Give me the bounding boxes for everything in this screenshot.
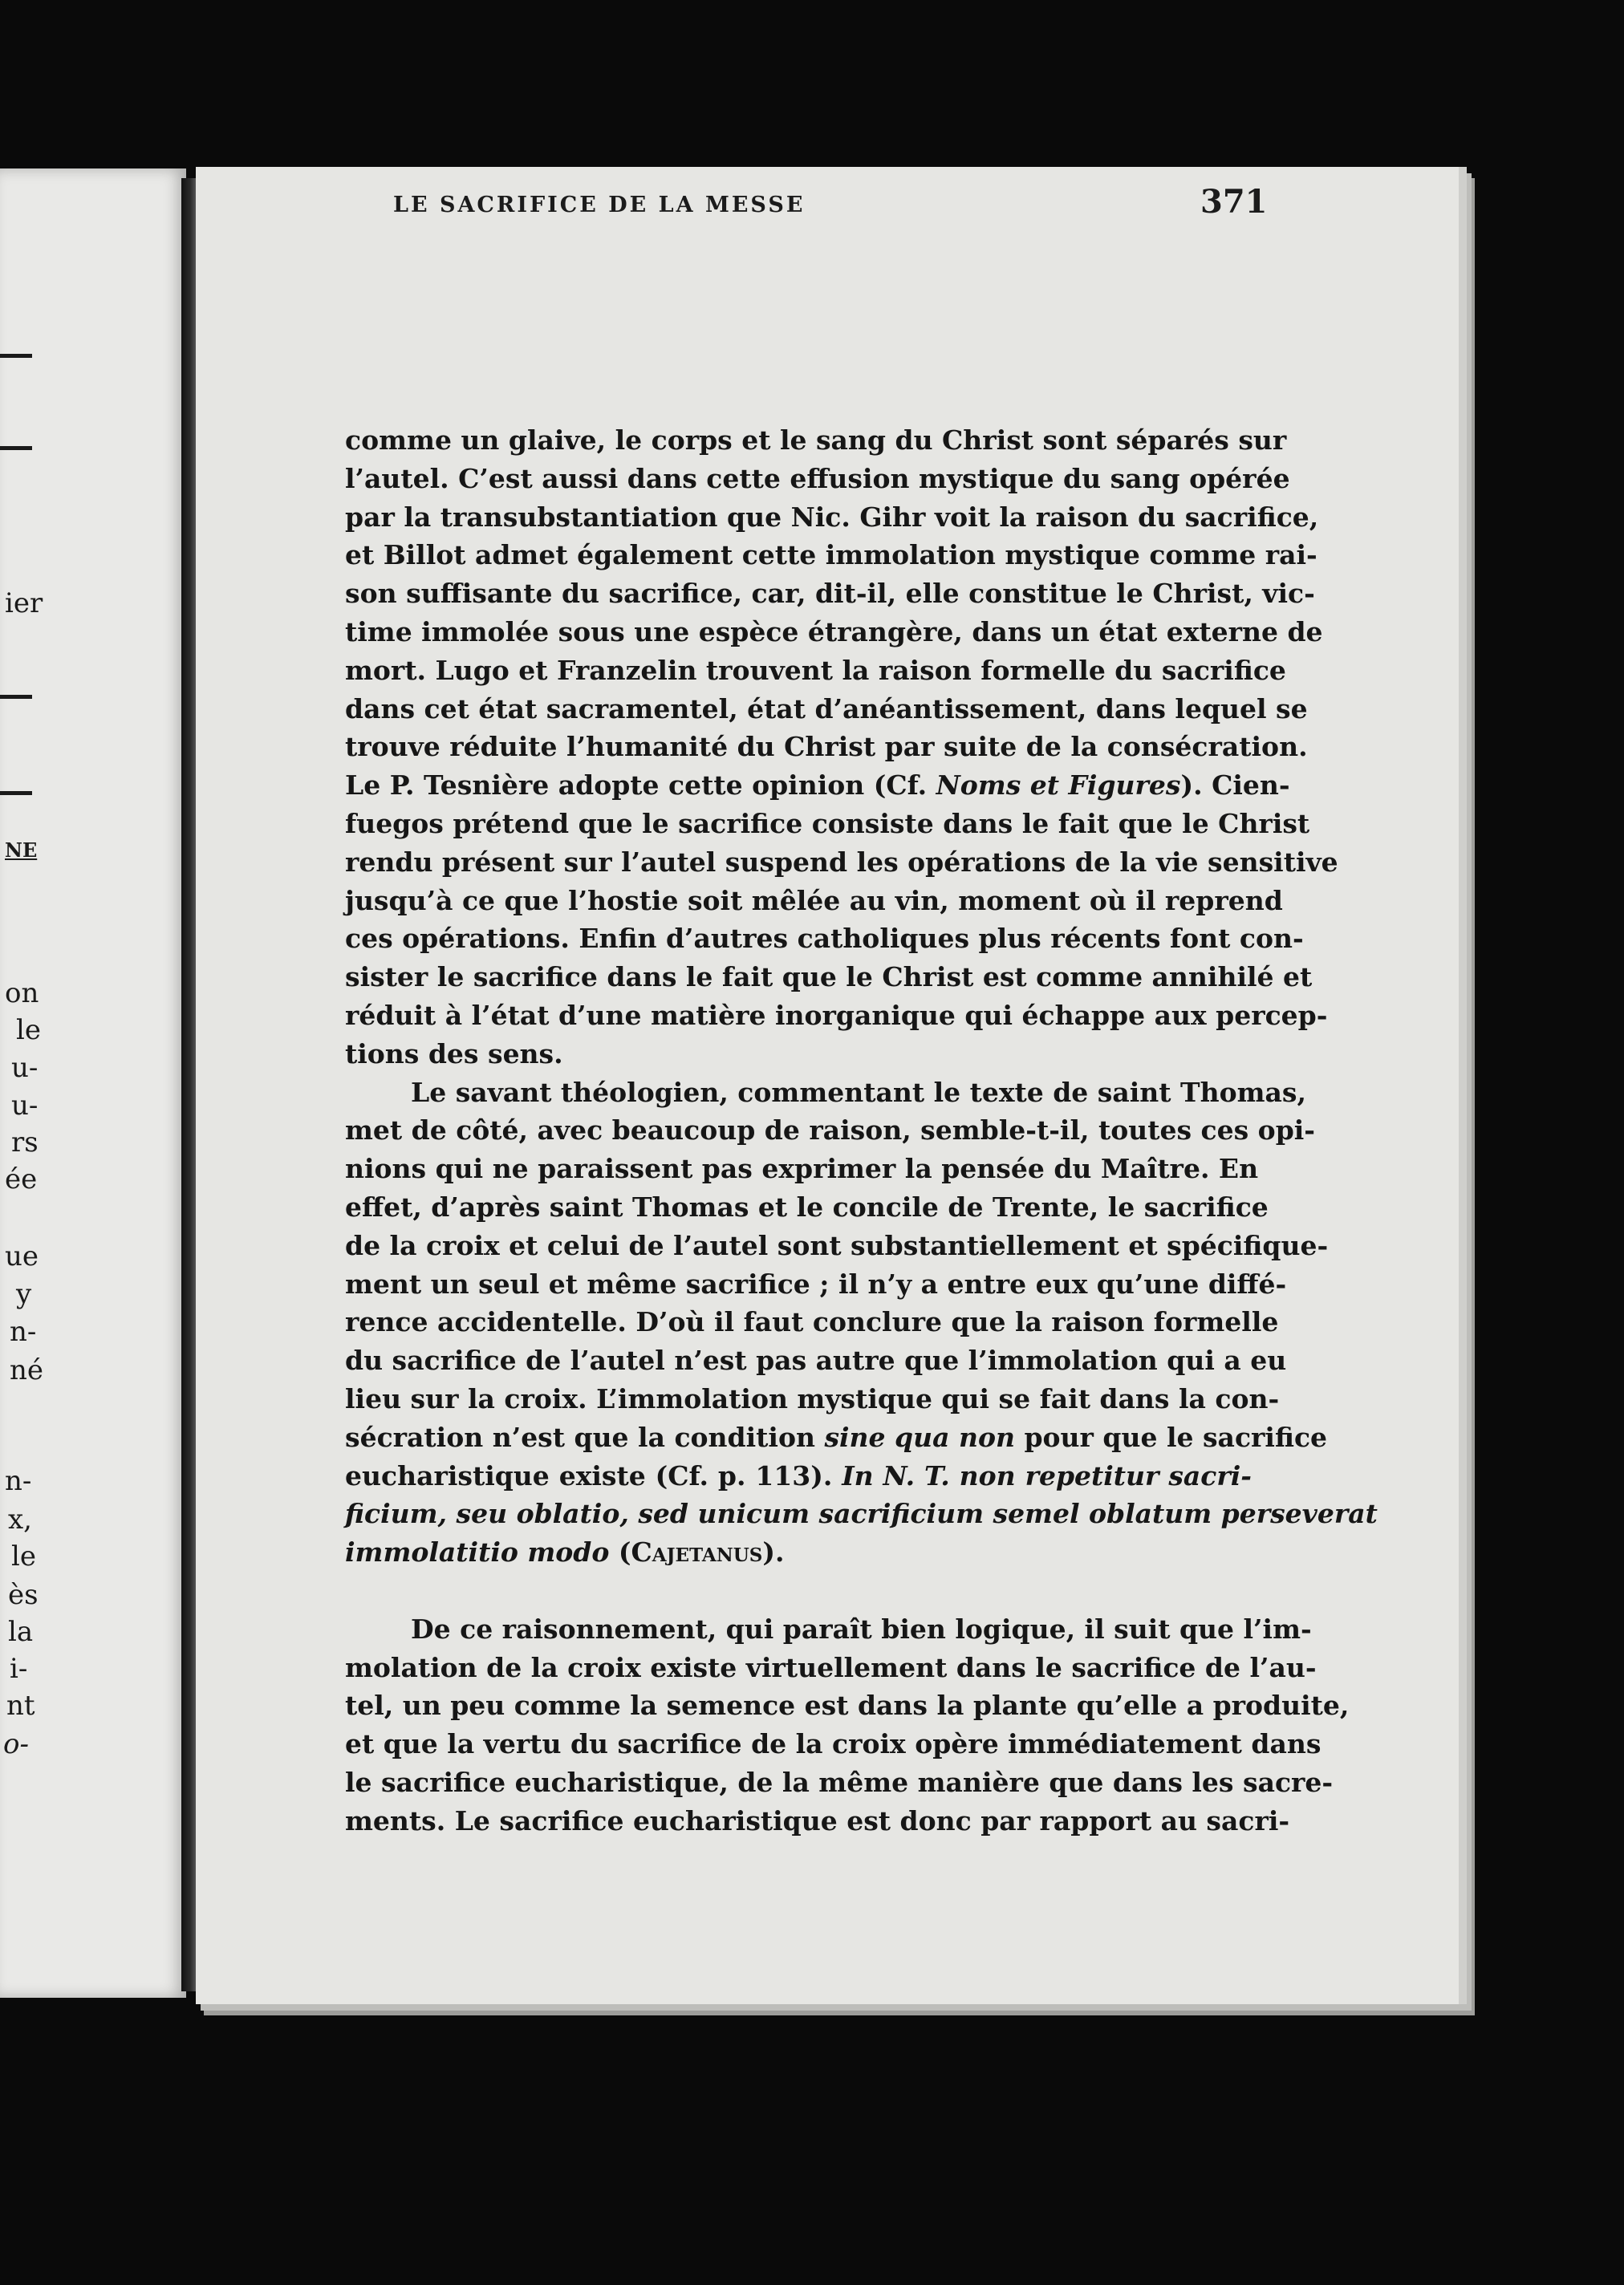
page-number: 371 xyxy=(1200,183,1268,221)
running-title-text: LE SACRIFICE DE LA MESSE xyxy=(393,193,806,217)
left-page-fragment: le xyxy=(11,1540,36,1573)
left-page-fragment: on xyxy=(5,977,39,1009)
left-page-fragment: le xyxy=(16,1014,41,1046)
text-line xyxy=(345,1457,1252,1496)
italic-quotation: ficium, seu oblatio, sed unicum sacrificium semel oblatum perseverat xyxy=(345,1498,1378,1530)
text-line: dans cet état sacramentel, état d’anéantissement, dans lequel se xyxy=(345,692,1308,724)
text-line: et que la vertu du sacrifice de la croix opère immédiatement dans xyxy=(345,1728,1322,1760)
running-title xyxy=(393,193,1252,217)
text-line: lieu sur la croix. L’immolation mystique qui se fait dans la con- xyxy=(345,1382,1280,1414)
text-line: le sacrifice eucharistique, de la même manière que dans les sacre- xyxy=(345,1766,1334,1798)
text-line: nions qui ne paraissent pas exprimer la pensée du Maître. En xyxy=(345,1153,1259,1185)
text-line: par la transubstantiation que Nic. Gihr voit la raison du sacrifice, xyxy=(345,501,1319,533)
left-page-fragment: u- xyxy=(11,1090,39,1122)
text-run: ). xyxy=(762,1536,785,1569)
text-line: ment un seul et même sacrifice ; il n’y a entre eux qu’une diffé- xyxy=(345,1268,1287,1300)
text-line xyxy=(345,1533,1252,1572)
left-page-fragment: ès xyxy=(8,1579,39,1611)
text-line: met de côté, avec beaucoup de raison, semble-t-il, toutes ces opi- xyxy=(345,1114,1315,1147)
book-gutter xyxy=(181,178,196,1991)
text-line: du sacrifice de l’autel n’est pas autre que l’immolation qui a eu xyxy=(345,1345,1287,1377)
text-line: tions des sens. xyxy=(345,1037,563,1069)
text-run: sécration n’est que la condition xyxy=(345,1421,825,1453)
text-line: trouve réduite l’humanité du Christ par suite de la consécration. xyxy=(345,731,1308,763)
author-name: Cajetanus xyxy=(631,1536,763,1569)
left-page-fragment: n- xyxy=(10,1316,37,1348)
text-line: sister le sacrifice dans le fait que le Christ est comme annihilé et xyxy=(345,961,1313,993)
text-line: rendu présent sur l’autel suspend les opérations de la vie sensitive xyxy=(345,846,1338,878)
left-page-fragment: nt xyxy=(6,1690,35,1722)
text-run: Le P. Tesnière adopte cette opinion (Cf. xyxy=(345,769,936,802)
text-line: l’autel. C’est aussi dans cette effusion mystique du sang opérée xyxy=(345,462,1290,494)
body-text xyxy=(345,421,1378,1840)
text-line: fuegos prétend que le sacrifice consiste dans le fait que le Christ xyxy=(345,807,1310,839)
text-line: mort. Lugo et Franzelin trouvent la raison formelle du sacrifice xyxy=(345,654,1286,686)
text-line: molation de la croix existe virtuellement dans le sacrifice de l’au- xyxy=(345,1651,1317,1683)
italic-quotation: In N. T. non repetitur sacri- xyxy=(842,1459,1252,1492)
italic-phrase: sine qua non xyxy=(824,1421,1015,1453)
text-line: ces opérations. Enfin d’autres catholiques plus récents font con- xyxy=(345,923,1304,955)
text-line: Le savant théologien, commentant le texte de saint Thomas, xyxy=(411,1076,1306,1108)
text-line: comme un glaive, le corps et le sang du Christ sont séparés sur xyxy=(345,424,1287,456)
paragraph-gap xyxy=(345,1572,1252,1610)
left-page-fragment: i- xyxy=(10,1653,28,1685)
text-line: réduit à l’état d’une matière inorganique qui échappe aux percep- xyxy=(345,999,1328,1031)
text-line xyxy=(345,1495,1378,1533)
text-line: jusqu’à ce que l’hostie soit mêlée au vin, moment où il reprend xyxy=(345,884,1283,916)
text-line: effet, d’après saint Thomas et le concile de Trente, le sacrifice xyxy=(345,1191,1269,1223)
text-line: time immolée sous une espèce étrangère, dans un état externe de xyxy=(345,615,1323,647)
left-page-fragment: ée xyxy=(5,1163,38,1195)
left-page-rule xyxy=(0,446,32,450)
left-page-fragment: ier xyxy=(5,587,43,619)
left-page-fragment: NE xyxy=(5,838,38,862)
left-page-fragment: y xyxy=(16,1278,32,1310)
left-page-fragment: n- xyxy=(5,1465,32,1497)
text-line: et Billot admet également cette immolation mystique comme rai- xyxy=(345,539,1317,571)
left-page-fragment: la xyxy=(8,1616,34,1648)
left-page-fragment: rs xyxy=(11,1126,39,1159)
left-page-fragment: o- xyxy=(3,1728,29,1760)
text-line xyxy=(345,766,1290,805)
left-page-rule xyxy=(0,791,32,795)
text-run: eucharistique existe (Cf. p. 113). xyxy=(345,1459,842,1492)
text-run: ). Cien- xyxy=(1180,769,1290,802)
text-line: de la croix et celui de l’autel sont substantiellement et spécifique- xyxy=(345,1229,1329,1261)
left-page-fragment: x, xyxy=(8,1504,32,1536)
text-run: ( xyxy=(609,1536,631,1569)
text-line: son suffisante du sacrifice, car, dit-il, elle constitue le Christ, vic- xyxy=(345,578,1315,610)
text-line: rence accidentelle. D’où il faut conclure que la raison formelle xyxy=(345,1306,1279,1338)
text-line: De ce raisonnement, qui paraît bien logique, il suit que l’im- xyxy=(411,1613,1312,1645)
text-line xyxy=(345,1418,1328,1457)
text-line: ments. Le sacrifice eucharistique est donc par rapport au sacri- xyxy=(345,1804,1290,1837)
text-line: tel, un peu comme la semence est dans la plante qu’elle a produite, xyxy=(345,1690,1350,1722)
left-page-fragment: ue xyxy=(5,1240,39,1272)
text-run: pour que le sacrifice xyxy=(1014,1421,1328,1453)
left-page-fragment: u- xyxy=(11,1052,39,1084)
italic-quotation: immolatitio modo xyxy=(345,1536,610,1569)
left-page-rule xyxy=(0,695,32,699)
left-page-fragment: né xyxy=(10,1354,44,1386)
italic-title: Noms et Figures xyxy=(936,769,1181,802)
left-page-rule xyxy=(0,354,32,358)
